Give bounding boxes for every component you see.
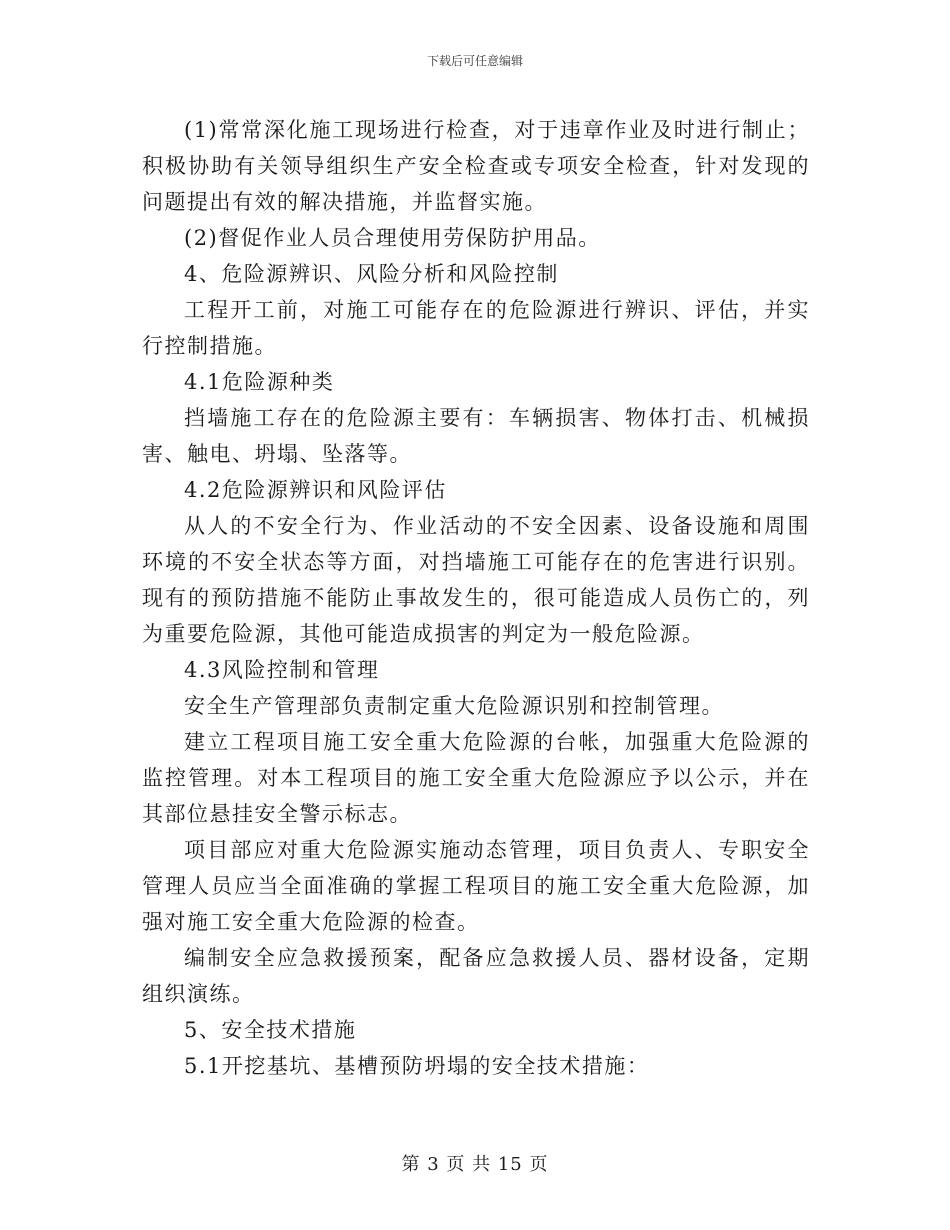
paragraph-dynamic-management: 项目部应对重大危险源实施动态管理，项目负责人、专职安全管理人员应当全面准确的掌握工程项目的施工安全重大危险源，加强对施工安全重大危险源的检查。	[142, 838, 810, 934]
document-body	[142, 112, 810, 1084]
paragraph-management-department: 安全生产管理部负责制定重大危险源识别和控制管理。	[184, 694, 724, 718]
paragraph-protective-equipment: (2)督促作业人员合理使用劳保防护用品。	[184, 226, 601, 250]
section-heading-hazard-control: 4、危险源辨识、风险分析和风险控制	[184, 262, 559, 286]
paragraph-pre-construction: 工程开工前，对施工可能存在的危险源进行辨识、评估，并实行控制措施。	[142, 298, 810, 358]
subsection-heading-5-1: 5.1开挖基坑、基槽预防坍塌的安全技术措施：	[184, 1054, 650, 1078]
section-heading-safety-measures: 5、安全技术措施	[184, 1018, 357, 1042]
page-footer: 第 3 页 共 15 页	[401, 1154, 549, 1175]
subsection-heading-4-3: 4.3风险控制和管理	[184, 658, 380, 682]
paragraph-hazard-identification: 从人的不安全行为、作业活动的不安全因素、设备设施和周围环境的不安全状态等方面，对挡墙施工可能存在的危害进行识别。现有的预防措施不能防止事故发生的，很可能造成人员伤亡的，列为重要危险源，其他可能造成损害的判定为一般危险源。	[142, 514, 810, 646]
paragraph-emergency-plan: 编制安全应急救援预案，配备应急救援人员、器材设备，定期组织演练。	[142, 946, 810, 1006]
subsection-heading-4-1: 4.1危险源种类	[184, 370, 335, 394]
paragraph-violation-inspection: (1)常常深化施工现场进行检查，对于违章作业及时进行制止；积极协助有关领导组织生产安全检查或专项安全检查，针对发现的问题提出有效的解决措施，并监督实施。	[142, 118, 810, 214]
paragraph-hazard-ledger: 建立工程项目施工安全重大危险源的台帐，加强重大危险源的监控管理。对本工程项目的施工安全重大危险源应予以公示，并在其部位悬挂安全警示标志。	[142, 730, 810, 826]
subsection-heading-4-2: 4.2危险源辨识和风险评估	[184, 478, 447, 502]
paragraph-hazard-types: 挡墙施工存在的危险源主要有：车辆损害、物体打击、机械损害、触电、坍塌、坠落等。	[142, 406, 810, 466]
page-header: 下载后可任意编辑	[426, 54, 523, 68]
